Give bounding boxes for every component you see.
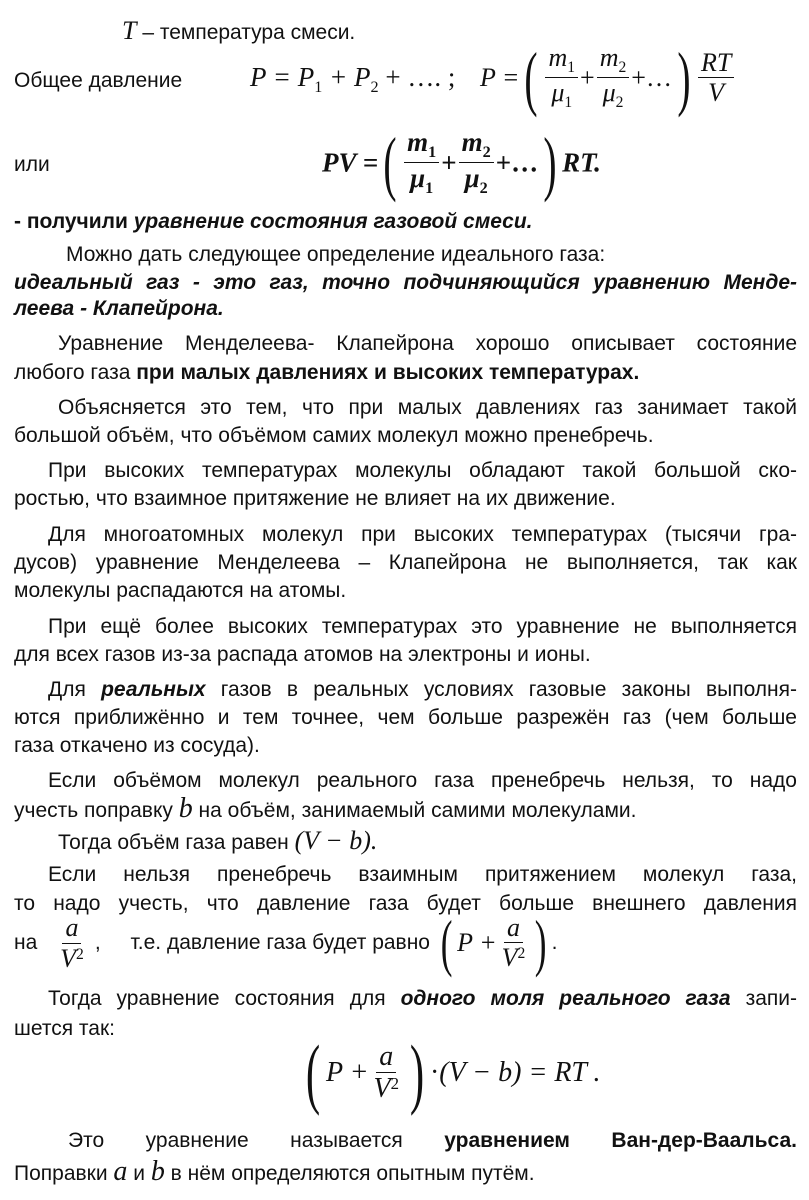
label-total-pressure: Общее давление (14, 69, 183, 92)
line-p20: ются приближённо и тем точнее, чем больше разрежён газ (чем больше (14, 706, 797, 729)
formula-pressure-mixture: P =( $\frac{m_1}{\mu_1}$ + $\frac{m_2}{\mu_2}$ +…) $\frac{RT}{V}$ (480, 44, 736, 112)
line-p21: газа откачено из сосуда). (14, 734, 260, 757)
formula-dalton-sum: $P = P_1 + P_2$ + …. ; (250, 62, 456, 96)
line-mixture-equation: - получили уравнение состояния газовой смеси. (14, 210, 533, 233)
line-p14: Для многоатомных молекул при высоких температурах (тысячи гра- (48, 523, 797, 546)
line-p9: любого газа при малых давлениях и высоких температурах. (14, 361, 640, 384)
formula-pv-mixture: PV =( $\frac{m_1}{\mu_1}$ + $\frac{m_2}{\mu_2}$ +…) RT. (322, 122, 601, 203)
line-p19: Для реальных газов в реальных условиях газовые законы выполня- (48, 678, 797, 701)
line-p12: При высоких температурах молекулы обладают такой большой ско- (48, 459, 797, 482)
line-p17: При ещё более высоких температурах это уравнение не выполняется (48, 615, 797, 638)
line-p27: на $\frac{a}{V^2}$ , т.е. давление газа будет равно ( P + $\frac{a}{V^2}$ ) . (14, 906, 558, 978)
line-temperature: T – температура смеси. (122, 16, 356, 45)
line-ideal-gas-def-2: леева - Клапейрона. (14, 297, 224, 320)
line-p22: Если объёмом молекул реального газа пренебречь нельзя, то надо (48, 769, 797, 792)
line-ideal-gas-def-1: идеальный газ - это газ, точно подчиняющийся уравнению Менде- (14, 271, 797, 294)
line-p15: дусов) уравнение Менделеева – Клапейрона не выполняется, так как (14, 551, 797, 574)
line-p18: для всех газов из-за распада атомов на электроны и ионы. (14, 643, 591, 666)
line-p25: Если нельзя пренебречь взаимным притяжением молекул газа, (48, 863, 797, 886)
line-p29: шется так: (14, 1017, 116, 1040)
label-or: или (14, 153, 50, 176)
line-p28: Тогда уравнение состояния для одного моля реального газа запи- (48, 987, 798, 1010)
line-p24: Тогда объём газа равен (V − b). (58, 826, 378, 855)
formula-van-der-waals: ( P + $\frac{a}{V^2}$ ) ·(V − b) = RT . (305, 1028, 601, 1116)
line-p32: Поправки a и b в нём определяются опытным путём. (14, 1156, 535, 1187)
line-p11: большой объём, что объёмом самих молекул можно пренебречь. (14, 424, 654, 447)
line-p8: Уравнение Менделеева- Клапейрона хорошо описывает состояние (58, 332, 797, 355)
line-definition-intro: Можно дать следующее определение идеального газа: (66, 243, 606, 266)
line-p13: ростью, что взаимное притяжение не влияет на их движение. (14, 487, 616, 510)
line-p23: учесть поправку b на объём, занимаемый самими молекулами. (14, 793, 637, 824)
line-p16: молекулы распадаются на атомы. (14, 579, 347, 602)
line-p31: Это уравнение называется уравнением Ван-дер-Ваальса. (68, 1129, 797, 1152)
line-p26: то надо учесть, что давление газа будет больше внешнего давления (14, 892, 797, 915)
line-p10: Объясняется это тем, что при малых давлениях газ занимает такой (58, 396, 797, 419)
